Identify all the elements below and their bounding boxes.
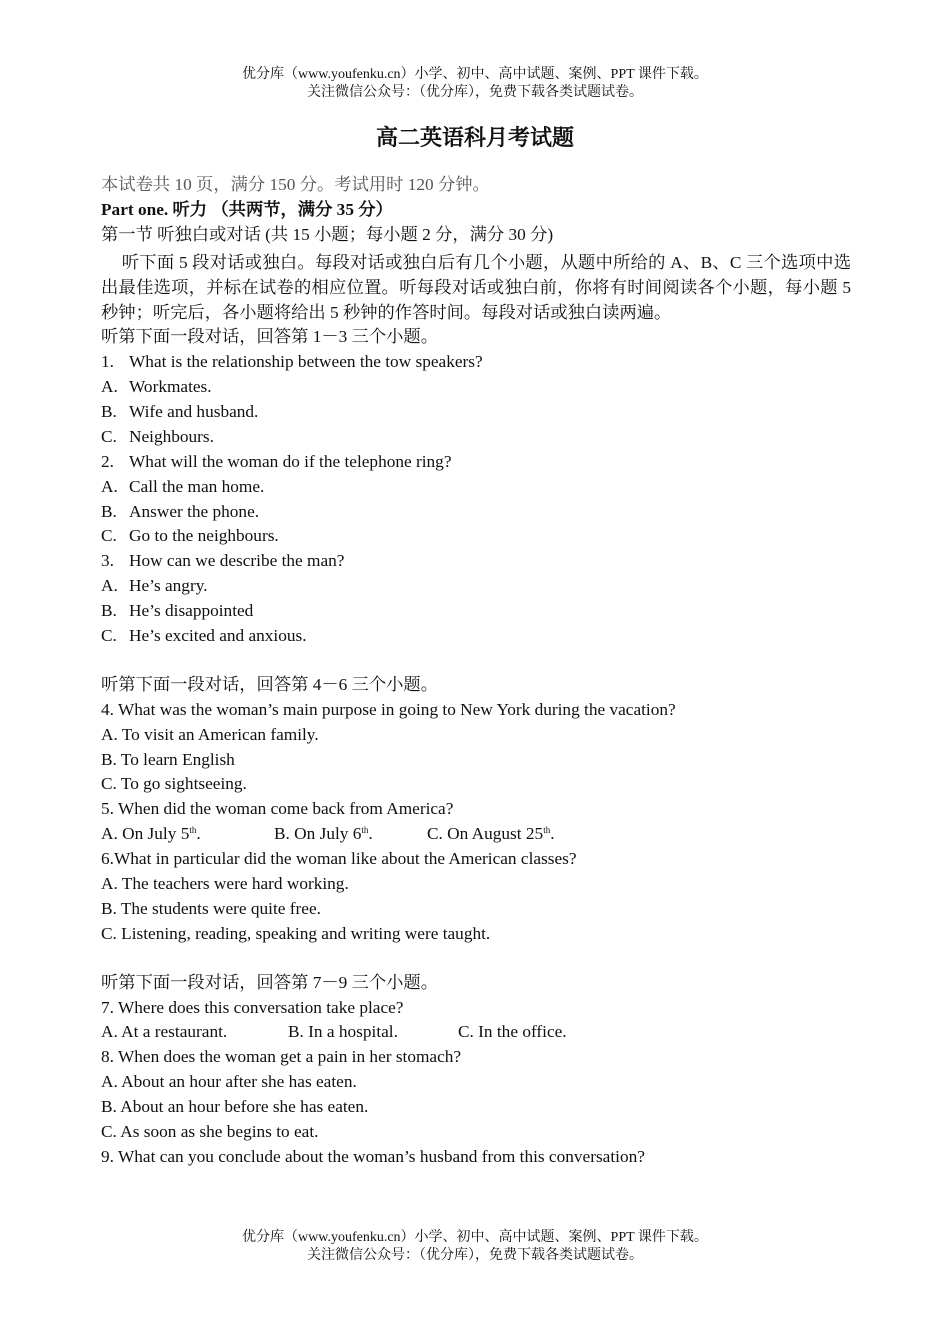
option-text: Call the man home. (129, 476, 265, 496)
question-text: What will the woman do if the telephone ring? (129, 451, 452, 471)
question-5: 5. When did the woman come back from America? (101, 799, 454, 819)
question-4: 4. What was the woman’s main purpose in going to New York during the vacation? (101, 699, 676, 719)
option-text: B. On July 6 (274, 824, 362, 844)
option-c: C. As soon as she begins to eat. (101, 1122, 319, 1141)
listening-instructions: 听下面 5 段对话或独白。每段对话或独白后有几个小题，从题中所给的 A、B、C 三个选项中选出最佳选项，并标在试卷的相应位置。听每段对话或独白前，你将有时间阅读各个小题，每小题 5 秒钟；听完后，各小题将给出 5 秒钟的作答时间。每段对话或独白读两遍。 (101, 252, 851, 323)
exam-intro: 本试卷共 10 页，满分 150 分。考试用时 120 分钟。 (101, 175, 490, 194)
option-a: A. At a restaurant. (101, 1022, 228, 1042)
exam-title: 高二英语科月考试题 (375, 125, 574, 150)
question-1 (101, 350, 851, 375)
option-b: B. About an hour before she has eaten. (101, 1097, 369, 1117)
option-c: C. Listening, reading, speaking and writing were taught. (101, 923, 491, 943)
option-text: Wife and husband. (129, 401, 259, 421)
option-text: A. On July 5 (101, 824, 190, 844)
page-header (0, 66, 950, 102)
header-line-1: 优分库（www.youfenku.cn）小学、初中、高中试题、案例、PPT 课件下载。 (242, 67, 708, 82)
option-text: He’s disappointed (129, 601, 254, 621)
page-footer (0, 1229, 950, 1265)
option-text: Neighbours. (129, 426, 214, 446)
option-label: A. (101, 377, 118, 397)
option-label: A. (101, 476, 118, 496)
option-b: B. In a hospital. (288, 1022, 398, 1042)
option-label: C. (101, 625, 117, 645)
option-label: C. (101, 426, 117, 446)
group-2-heading: 听第下面一段对话，回答第 4－6 三个小题。 (101, 674, 438, 694)
question-8: 8. When does the woman get a pain in her stomach? (101, 1047, 462, 1067)
question-9: 9. What can you conclude about the woman’s husband from this conversation? (101, 1146, 645, 1166)
option-text: Answer the phone. (129, 501, 260, 521)
option-b (101, 599, 851, 624)
option-a (101, 475, 851, 500)
question-7: 7. Where does this conversation take place? (101, 997, 404, 1017)
header-line-2: 关注微信公众号：（优分库），免费下载各类试题试卷。 (307, 85, 643, 100)
question-number: 3. (101, 551, 114, 571)
option-b (101, 500, 851, 525)
option-text: C. On August 25 (427, 824, 544, 844)
option-label: C. (101, 526, 117, 546)
question-2 (101, 450, 851, 475)
question-text: What is the relationship between the tow speakers? (129, 352, 483, 372)
option-b: B. The students were quite free. (101, 898, 321, 918)
option-c (101, 425, 851, 450)
question-text: How can we describe the man? (129, 551, 345, 571)
option-a: A. The teachers were hard working. (101, 873, 349, 893)
exam-body (101, 173, 851, 1170)
option-b (101, 400, 851, 425)
ordinal-suffix: th (361, 825, 369, 836)
period: . (196, 824, 201, 844)
option-a (101, 822, 274, 847)
option-a: A. To visit an American family. (101, 724, 319, 744)
option-a (101, 375, 851, 400)
option-label: B. (101, 401, 117, 421)
option-c: C. To go sightseeing. (101, 774, 247, 794)
footer-line-2: 关注微信公众号：（优分库），免费下载各类试题试卷。 (307, 1248, 643, 1263)
question-5-options (101, 822, 851, 847)
option-a: A. About an hour after she has eaten. (101, 1072, 357, 1092)
option-c (101, 624, 851, 649)
option-label: A. (101, 576, 118, 596)
option-a (101, 574, 851, 599)
option-b: B. To learn English (101, 749, 235, 769)
option-b (274, 822, 427, 847)
option-text: He’s angry. (129, 576, 208, 596)
ordinal-suffix: th (189, 825, 197, 836)
question-6: 6.What in particular did the woman like about the American classes? (101, 849, 577, 869)
option-label: B. (101, 501, 117, 521)
section-one-heading: 第一节 听独白或对话 (共 15 小题；每小题 2 分，满分 30 分) (101, 224, 554, 244)
ordinal-suffix: th (543, 825, 551, 836)
option-text: Go to the neighbours. (129, 526, 279, 546)
option-c (101, 524, 851, 549)
period: . (550, 824, 555, 844)
question-number: 2. (101, 451, 114, 471)
spacer (101, 947, 851, 971)
question-3 (101, 549, 851, 574)
footer-line-1: 优分库（www.youfenku.cn）小学、初中、高中试题、案例、PPT 课件下载。 (242, 1230, 708, 1245)
option-label: B. (101, 601, 117, 621)
group-1-heading: 听第下面一段对话，回答第 1－3 三个小题。 (101, 327, 438, 347)
question-7-options (101, 1020, 851, 1045)
period: . (368, 824, 373, 844)
question-number: 1. (101, 352, 114, 372)
group-3-heading: 听第下面一段对话，回答第 7－9 三个小题。 (101, 972, 438, 992)
option-c (427, 822, 555, 847)
spacer (101, 649, 851, 673)
option-text: He’s excited and anxious. (129, 625, 307, 645)
part-one-heading: Part one. 听力 （共两节，满分 35 分） (101, 199, 393, 219)
option-text: Workmates. (129, 377, 212, 397)
option-c: C. In the office. (458, 1022, 567, 1042)
